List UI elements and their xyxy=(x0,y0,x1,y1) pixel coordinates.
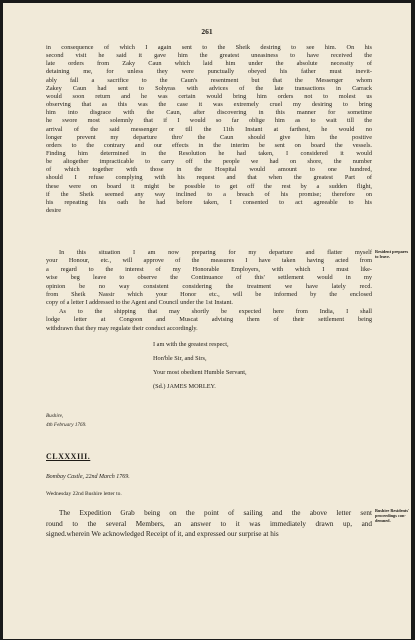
closing-servant: Your most obedient Humble Servant, xyxy=(153,369,247,376)
text-line: Finding him determined in the Resolution he had taken, I considered it would xyxy=(46,149,372,157)
text-line: signed.wherein We acknowledged Receipt of it, and expressed our surprise at his xyxy=(46,530,279,538)
text-line: desire xyxy=(46,207,62,214)
text-line: ably fall a sacrifice to the Caun's resentment but that the Messenger whom xyxy=(46,76,372,84)
text-line: opinion be no way consistent considering the treatment we have lately recd. xyxy=(46,282,372,290)
margin-note-line: demned. xyxy=(375,518,391,523)
letter-subtitle: Wednesday 22nd Bushire letter to. xyxy=(46,491,122,497)
text-line: if the Sheik seemed any way inclined to a breach of his promise; therefore on xyxy=(46,190,372,198)
text-line: copy of a letter I addressed to the Agent and Council under the 1st Instant. xyxy=(46,299,233,307)
text-line: should I refuse complying with his request and that when the greatest Part of xyxy=(46,174,372,182)
text-line: As to the shipping that may shortly be expected here from India, I shall xyxy=(59,308,372,315)
text-line: withdrawn that they may regulate their conduct accordingly. xyxy=(46,324,198,332)
text-line: he swore most solemnly that if I would so far oblige him as to wait till the xyxy=(46,117,372,125)
letter-number: CLXXXIII. xyxy=(46,453,91,461)
text-line: these were on board it might be possible to get off the rest by a sudden flight, xyxy=(46,182,372,190)
text-line: late orders from Zaky Caun which laid him under the absolute necessity of xyxy=(46,60,372,68)
text-line: Zakey Caun had sent to Sohyras with advices of the late transactions in Carrack xyxy=(46,84,372,92)
text-line: your Honour, etc., will approve of the measures I have taken having acted from xyxy=(46,257,372,265)
text-line: round to the several Members, an answer to it was immediately drawn up, and xyxy=(46,519,372,528)
letter-place-date: Bombay Castle, 22nd March 1769. xyxy=(46,474,130,480)
text-line: be altogether impracticable to carry off the people we had on shore, the number xyxy=(46,158,372,166)
text-line: longer prevent my departure thro' the Caun should give him the positive xyxy=(46,133,372,141)
margin-note-line: to leave. xyxy=(375,254,391,259)
margin-note-line: proceedings con- xyxy=(375,513,406,518)
text-line: him into disgrace with the Caun, after discovering in this manner for sometime xyxy=(46,109,372,117)
text-line: his repeating his oath he had before taken, I consented to act agreeable to his xyxy=(46,198,372,206)
text-line: orders to the contrary and our effects in the interim be sent on board the vessels. xyxy=(46,141,372,149)
text-line: lodge letter at Congoon and Muscat advising them of their settlement being xyxy=(46,316,372,324)
closing-signature: (Sd.) JAMES MORLEY. xyxy=(153,383,216,390)
margin-note-line: Resident prepares xyxy=(375,249,409,254)
text-line: observing that as this was the case it was extremely cruel my desiring to bring xyxy=(46,101,372,109)
text-line: wise beg leave to observe the Continuance of this' settlement would in my xyxy=(46,274,372,282)
margin-note-condemned xyxy=(375,508,411,523)
text-line: detaining me, for unless they were punctually obeyed his father must inevit- xyxy=(46,68,372,76)
margin-note-resident xyxy=(375,249,411,259)
text-line: The Expedition Grab being on the point of sailing and the above letter sent xyxy=(59,509,372,517)
page-number: 261 xyxy=(201,27,213,36)
place: Bushire, xyxy=(46,413,64,419)
date: 4th February 1769. xyxy=(46,422,87,428)
text-line: from Sheik Nassir which your Honor etc., will be informed by the enclosed xyxy=(46,291,372,298)
text-line: second visit he said it gave him the greatest uneasiness to have received the xyxy=(46,52,372,60)
closing-respect: I am with the greatest respect, xyxy=(153,341,229,348)
text-line: arrival of the said messenger or till the 11th Instant at farthest, he would no xyxy=(46,125,372,133)
closing-salutation: Hon'ble Sir, and Sirs, xyxy=(153,355,207,362)
text-line: a regard to the interest of my Honorable Employers, with which I must like- xyxy=(46,265,372,273)
text-line: in consequence of which I again sent to the Sheik desiring to see him. On his xyxy=(46,44,372,51)
margin-note-line: Bushire Residents' xyxy=(375,508,410,513)
text-line: In this situation I am now preparing for my departure and flatter myself xyxy=(59,249,372,256)
text-line: would soon return and he was certain would bring him orders not to molest us xyxy=(46,92,372,100)
document-page xyxy=(3,3,411,639)
text-line: of which together with those in the Hospital would amount to one hundred, xyxy=(46,166,372,174)
